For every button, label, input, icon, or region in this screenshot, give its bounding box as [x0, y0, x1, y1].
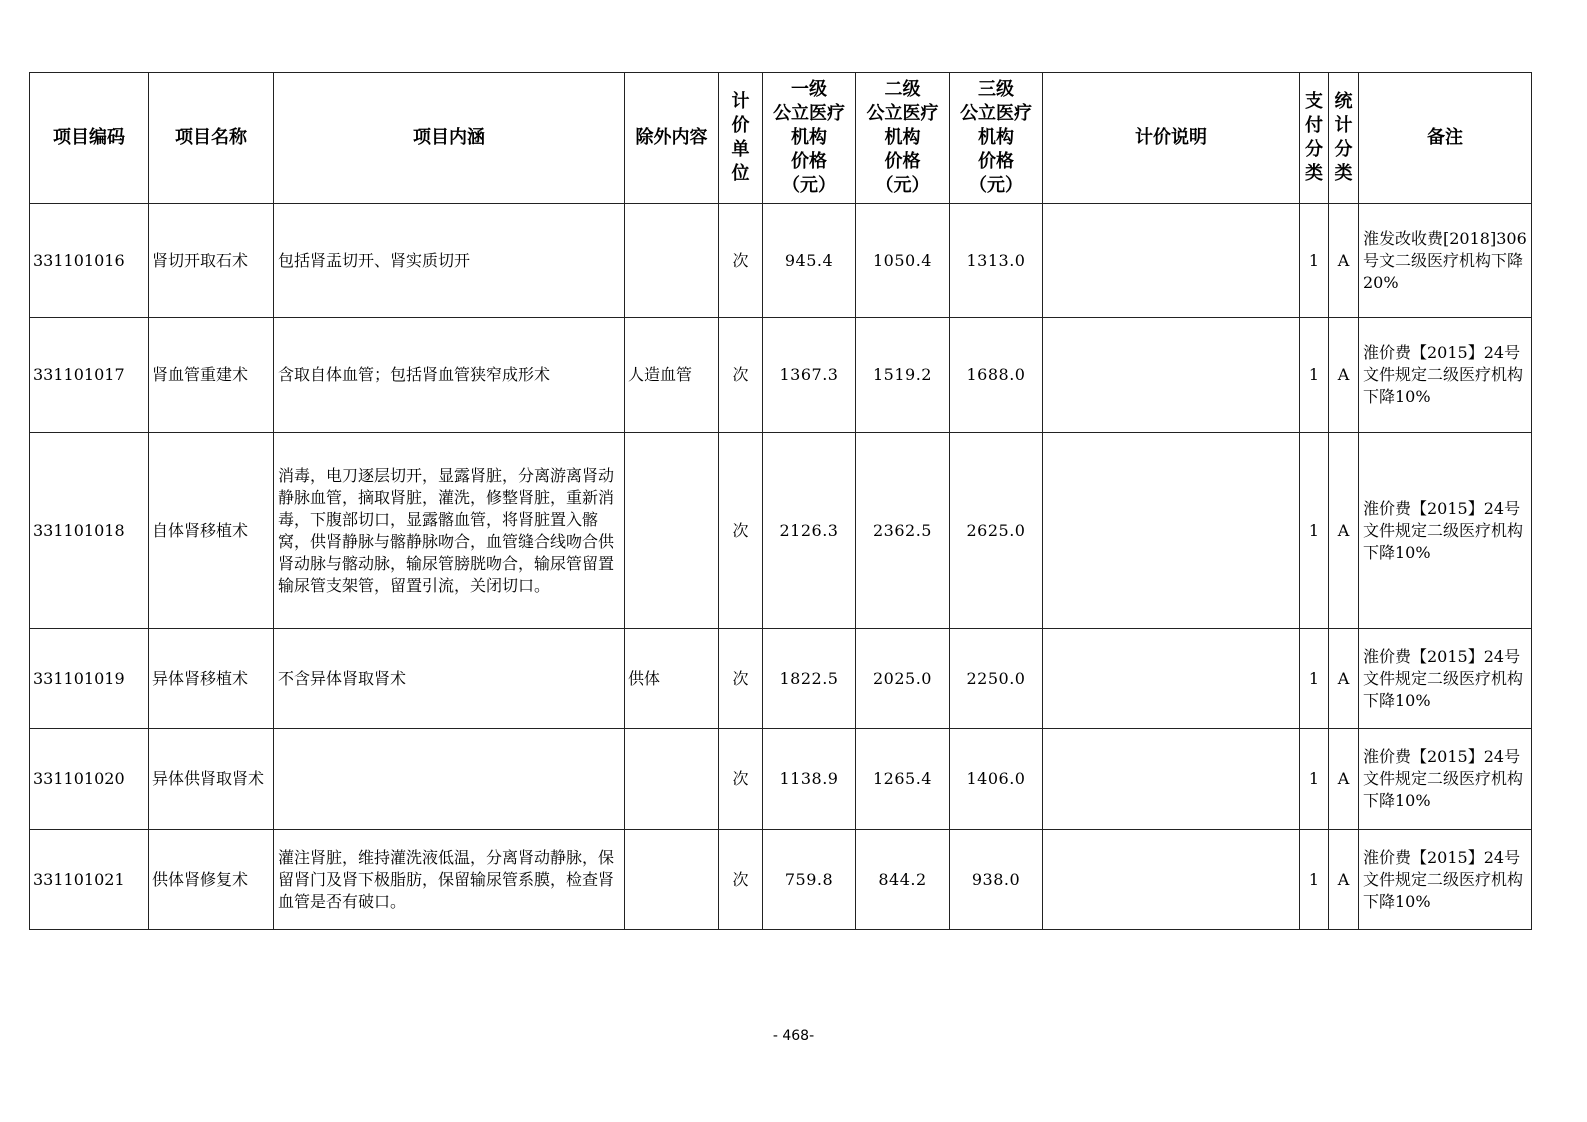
cell-price-level2: 1265.4 — [856, 729, 950, 830]
cell-price-level3: 2625.0 — [950, 433, 1043, 629]
cell-price-level2: 2362.5 — [856, 433, 950, 629]
cell-name: 肾切开取石术 — [149, 204, 274, 318]
cell-remarks: 淮价费【2015】24号文件规定二级医疗机构下降10% — [1359, 433, 1532, 629]
header-price-level3-text: 三级 公立医疗 机构 价格 （元） — [960, 79, 1032, 196]
header-price-level2 — [856, 73, 950, 204]
header-content: 项目内涵 — [274, 73, 625, 204]
cell-pay-class: 1 — [1300, 629, 1329, 729]
cell-pricing-note — [1043, 830, 1300, 930]
cell-remarks: 淮发改收费[2018]306号文二级医疗机构下降20% — [1359, 204, 1532, 318]
cell-code: 331101021 — [30, 830, 149, 930]
cell-excluded — [625, 830, 719, 930]
table-row — [30, 629, 1532, 729]
cell-excluded: 人造血管 — [625, 318, 719, 433]
table-row — [30, 433, 1532, 629]
cell-excluded: 供体 — [625, 629, 719, 729]
cell-price-level1: 2126.3 — [763, 433, 856, 629]
cell-name: 异体肾移植术 — [149, 629, 274, 729]
cell-remarks: 淮价费【2015】24号文件规定二级医疗机构下降10% — [1359, 729, 1532, 830]
header-price-level2-text: 二级 公立医疗 机构 价格 （元） — [866, 79, 939, 196]
cell-price-level2: 844.2 — [856, 830, 950, 930]
header-price-level3 — [950, 73, 1043, 204]
cell-name: 肾血管重建术 — [149, 318, 274, 433]
cell-unit: 次 — [719, 433, 763, 629]
cell-price-level2: 1519.2 — [856, 318, 950, 433]
cell-remarks: 淮价费【2015】24号文件规定二级医疗机构下降10% — [1359, 318, 1532, 433]
cell-code: 331101017 — [30, 318, 149, 433]
cell-price-level3: 2250.0 — [950, 629, 1043, 729]
header-unit-text: 计价单位 — [731, 91, 750, 184]
table-row — [30, 830, 1532, 930]
cell-price-level2: 2025.0 — [856, 629, 950, 729]
cell-pay-class: 1 — [1300, 830, 1329, 930]
cell-name: 异体供肾取肾术 — [149, 729, 274, 830]
cell-pay-class: 1 — [1300, 204, 1329, 318]
cell-unit: 次 — [719, 830, 763, 930]
table-row — [30, 318, 1532, 433]
cell-unit: 次 — [719, 318, 763, 433]
cell-content: 包括肾盂切开、肾实质切开 — [274, 204, 625, 318]
cell-name: 自体肾移植术 — [149, 433, 274, 629]
cell-unit: 次 — [719, 729, 763, 830]
cell-price-level1: 1138.9 — [763, 729, 856, 830]
cell-pricing-note — [1043, 318, 1300, 433]
cell-stat-class: A — [1329, 433, 1359, 629]
cell-price-level2: 1050.4 — [856, 204, 950, 318]
cell-price-level1: 759.8 — [763, 830, 856, 930]
cell-pay-class: 1 — [1300, 433, 1329, 629]
cell-stat-class: A — [1329, 204, 1359, 318]
header-pay-class-text: 支付分类 — [1305, 91, 1323, 184]
page-number: - 468- — [772, 1028, 815, 1044]
header-price-level1-text: 一级 公立医疗 机构 价格 （元） — [773, 79, 845, 196]
table-row — [30, 729, 1532, 830]
cell-price-level3: 1406.0 — [950, 729, 1043, 830]
cell-price-level3: 1313.0 — [950, 204, 1043, 318]
cell-pricing-note — [1043, 629, 1300, 729]
cell-stat-class: A — [1329, 629, 1359, 729]
header-remarks: 备注 — [1359, 73, 1532, 204]
cell-name: 供体肾修复术 — [149, 830, 274, 930]
header-excluded: 除外内容 — [625, 73, 719, 204]
header-price-level1 — [763, 73, 856, 204]
cell-stat-class: A — [1329, 729, 1359, 830]
cell-content — [274, 729, 625, 830]
cell-code: 331101020 — [30, 729, 149, 830]
cell-pricing-note — [1043, 204, 1300, 318]
cell-pay-class: 1 — [1300, 318, 1329, 433]
cell-price-level1: 945.4 — [763, 204, 856, 318]
cell-pay-class: 1 — [1300, 729, 1329, 830]
header-pay-class — [1300, 73, 1329, 204]
header-stat-class-text: 统计分类 — [1334, 91, 1353, 184]
cell-pricing-note — [1043, 729, 1300, 830]
header-code: 项目编码 — [30, 73, 149, 204]
price-table — [29, 72, 1532, 930]
cell-code: 331101016 — [30, 204, 149, 318]
cell-pricing-note — [1043, 433, 1300, 629]
cell-stat-class: A — [1329, 830, 1359, 930]
cell-code: 331101019 — [30, 629, 149, 729]
cell-excluded — [625, 729, 719, 830]
cell-price-level3: 938.0 — [950, 830, 1043, 930]
header-row — [30, 73, 1532, 204]
cell-content: 含取自体血管；包括肾血管狭窄成形术 — [274, 318, 625, 433]
table-row — [30, 204, 1532, 318]
cell-excluded — [625, 433, 719, 629]
header-stat-class — [1329, 73, 1359, 204]
cell-price-level1: 1367.3 — [763, 318, 856, 433]
header-unit — [719, 73, 763, 204]
cell-stat-class: A — [1329, 318, 1359, 433]
cell-content: 灌注肾脏，维持灌洗液低温，分离肾动静脉，保留肾门及肾下极脂肪，保留输尿管系膜，检查肾血管是否有破口。 — [274, 830, 625, 930]
cell-price-level1: 1822.5 — [763, 629, 856, 729]
cell-content: 消毒，电刀逐层切开，显露肾脏，分离游离肾动静脉血管，摘取肾脏，灌洗，修整肾脏，重新消毒，下腹部切口，显露髂血管，将肾脏置入髂窝，供肾静脉与髂静脉吻合，血管缝合线吻合供肾动脉与髂动脉，输尿管膀胱吻合，输尿管留置输尿管支架管，留置引流，关闭切口。 — [274, 433, 625, 629]
header-name: 项目名称 — [149, 73, 274, 204]
cell-unit: 次 — [719, 629, 763, 729]
cell-remarks: 淮价费【2015】24号文件规定二级医疗机构下降10% — [1359, 830, 1532, 930]
cell-content: 不含异体肾取肾术 — [274, 629, 625, 729]
cell-excluded — [625, 204, 719, 318]
cell-code: 331101018 — [30, 433, 149, 629]
cell-remarks: 淮价费【2015】24号文件规定二级医疗机构下降10% — [1359, 629, 1532, 729]
cell-price-level3: 1688.0 — [950, 318, 1043, 433]
header-pricing-note: 计价说明 — [1043, 73, 1300, 204]
cell-unit: 次 — [719, 204, 763, 318]
